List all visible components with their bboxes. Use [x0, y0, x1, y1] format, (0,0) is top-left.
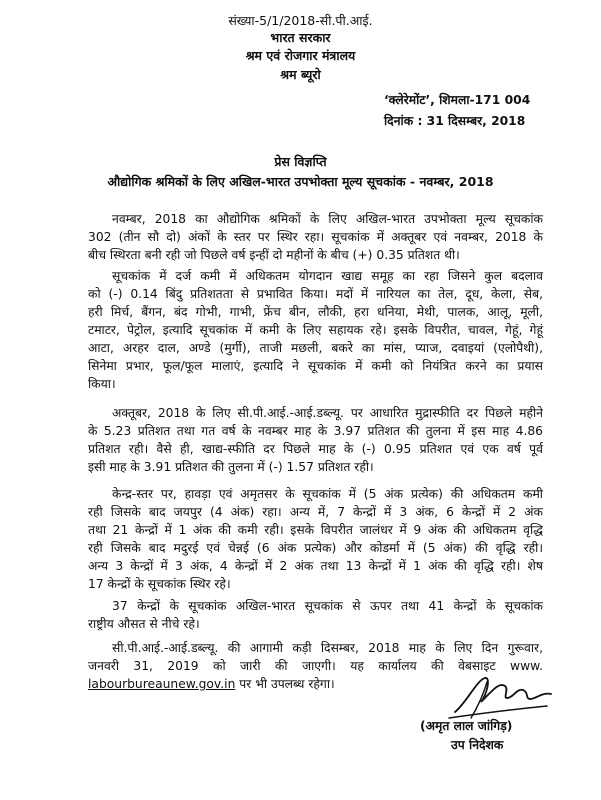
text-line: सी.पी.आई.-आई.डब्ल्यू. की आगामी कड़ी दिसम्बर, 2018 माह के लिए दिन गुरूवार,: [112, 641, 543, 655]
text-line: प्रतिशत रही। वैसे ही, खाद्य-स्फीति दर पिछले माह के (-) 0.95 प्रतिशत एवं एक वर्ष पूर्व: [88, 442, 543, 456]
subject-line: औद्योगिक श्रमिकों के लिए अखिल-भारत उपभोक्ता मूल्य सूचकांक - नवम्बर, 2018: [107, 174, 494, 189]
text-line: बीच स्थिरता बनी रही जो पिछले वर्ष इन्हीं दो महीनों के बीच (+) 0.35 प्रतिशत थी।: [88, 248, 460, 262]
signatory-name: (अमृत लाल जांगिड़): [420, 719, 513, 733]
text-line: नवम्बर, 2018 का औद्योगिक श्रमिकों के लिए अखिल-भारत उपभोक्ता मूल्य सूचकांक: [112, 212, 543, 226]
text-line: केन्द्र-स्तर पर, हावड़ा एवं अमृतसर के सूचकांक में (5 अंक प्रत्येक) की अधिकतम कमी: [112, 487, 543, 501]
text-line: हरी मिर्च, बैंगन, बंद गोभी, गाभी, फ्रेंच बीन, लौकी, हरा धनिया, मेथी, पालक, आलू, मूली,: [88, 305, 543, 319]
text-line: 37 केन्द्रों के सूचकांक अखिल-भारत सूचकांक से ऊपर तथा 41 केन्द्रों के सूचकांक: [112, 599, 543, 613]
text-line: रही जिसके बाद मदुरई एवं चेन्नई (6 अंक प्रत्येक) और कोडर्मा में (5 अंक) की वृद्धि रही।: [88, 541, 543, 555]
text-line: 302 (तीन सौ दो) अंकों के स्तर पर स्थिर रहा। सूचकांक में अक्तूबर एवं नवम्बर, 2018 के: [88, 230, 543, 244]
text-line: किया।: [88, 377, 116, 391]
text-line: 17 केन्द्रों के सूचकांक स्थिर रहे।: [88, 577, 231, 591]
text-line: तथा 21 केन्द्रों में 1 अंक की कमी रही। इसके विपरीत जालंधर में 9 अंक की अधिकतम वृद्धि: [88, 523, 543, 537]
address: ‘क्लेरेमोंट’, शिमला-171 004: [384, 93, 531, 107]
text-line: के 5.23 प्रतिशत तथा गत वर्ष के नवम्बर माह के 3.97 प्रतिशत की तुलना में इस माह 4.86: [88, 424, 543, 438]
website-link[interactable]: labourbureaunew.gov.in: [88, 677, 236, 691]
ministry: श्रम एवं रोजगार मंत्रालय: [245, 48, 356, 63]
date: दिनांक : 31 दिसम्बर, 2018: [384, 114, 526, 128]
text-line: [88, 676, 335, 692]
bureau: श्रम ब्यूरो: [280, 67, 321, 82]
ref-number: संख्या-5/1/2018-सी.पी.आई.: [228, 13, 373, 28]
text-line: जनवरी 31, 2019 को जारी की जाएगी। यह कार्यालय की वेबसाइट www.: [88, 659, 543, 673]
text-line: सूचकांक में दर्ज कमी में अधिकतम योगदान खाद्य समूह का रहा जिसने कुल बदलाव: [112, 269, 543, 283]
text-line: इसी माह के 3.91 प्रतिशत की तुलना में (-) 1.57 प्रतिशत रही।: [88, 460, 374, 474]
website-suffix: पर भी उपलब्ध रहेगा।: [235, 677, 335, 691]
text-line: सिनेमा प्रभार, फूल/फूल मालाएं, इत्यादि ने सूचकांक में कमी को नियंत्रित करने का प्रयास: [88, 359, 543, 373]
text-line: अक्तूबर, 2018 के लिए सी.पी.आई.-आई.डब्ल्यू. पर आधारित मुद्रास्फीति दर पिछले महीने: [112, 406, 543, 420]
signatory-designation: उप निदेशक: [451, 738, 504, 752]
text-line: आटा, अरहर दाल, अण्डे (मुर्गी), ताजी मछली, बकरे का मांस, प्याज, दवाइयां (एलोपैथी),: [88, 341, 543, 355]
text-line: रही जिसके बाद जयपुर (4 अंक) रहा। अन्य में, 7 केन्द्रों में 3 अंक, 6 केन्द्रों में 2 अंक: [88, 505, 543, 519]
press-release-label: प्रेस विज्ञप्ति: [274, 154, 327, 169]
text-line: अन्य 3 केन्द्रों में 3 अंक, 4 केन्द्रों में 2 अंक तथा 13 केन्द्रों में 1 अंक की वृद्धि रही। शेष: [88, 559, 543, 573]
text-line: को (-) 0.14 बिंदु प्रतिशतता से प्रभावित किया। मदों में नारियल का तेल, दूध, केला, सेब,: [88, 287, 543, 301]
text-line: राष्ट्रीय औसत से नीचे रहे।: [88, 617, 200, 631]
text-line: टमाटर, पेट्रोल, इत्यादि सूचकांक में कमी के लिए सहायक रहे। इसके विपरीत, चावल, गेहूं, गेहूं: [88, 323, 543, 337]
government: भारत सरकार: [270, 30, 331, 45]
signature-image: [447, 672, 557, 722]
